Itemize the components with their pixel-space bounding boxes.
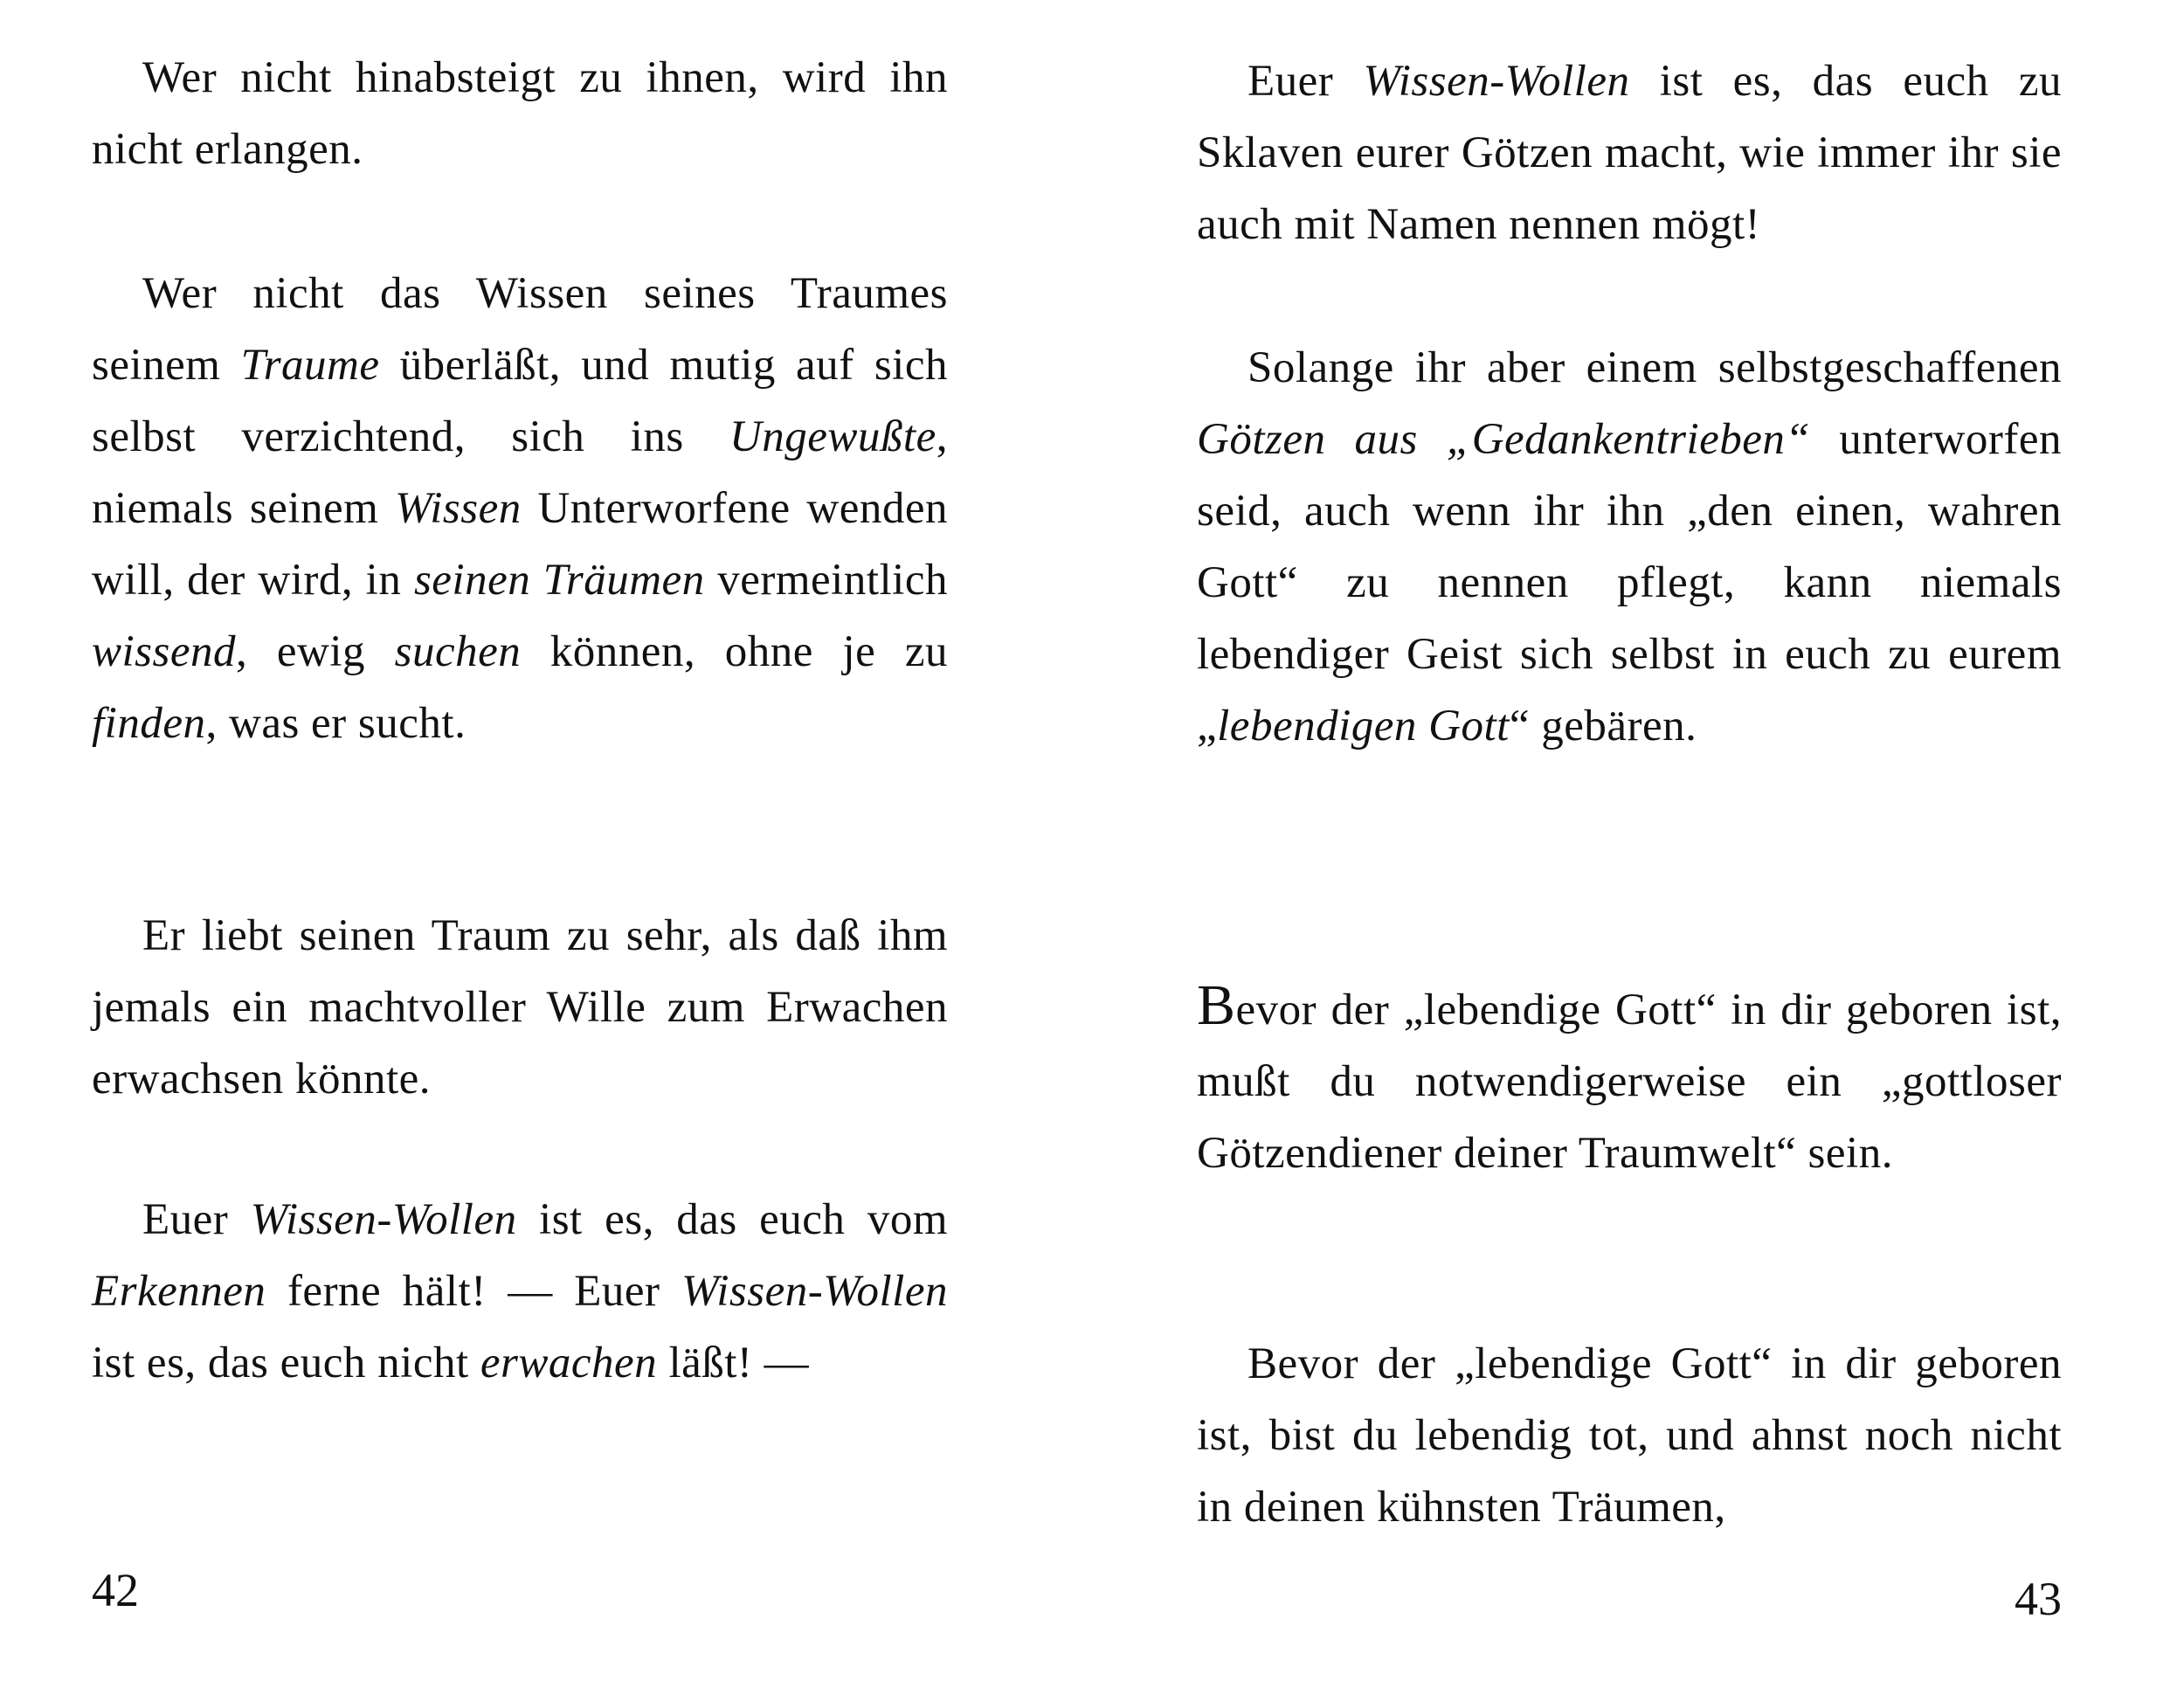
left-page bbox=[92, 0, 948, 1695]
italic-run: erwachen bbox=[480, 1339, 658, 1387]
italic-run: Erkennen bbox=[92, 1267, 266, 1316]
italic-run: Traume bbox=[240, 341, 380, 390]
text-run: “ gebären. bbox=[1509, 702, 1697, 751]
paragraph bbox=[92, 258, 948, 759]
text-run: können, ohne je zu bbox=[521, 627, 949, 676]
italic-run: Ungewußte bbox=[729, 412, 936, 461]
italic-run: Wissen-Wollen bbox=[1363, 57, 1630, 106]
paragraph bbox=[92, 900, 948, 1115]
paragraph bbox=[1197, 1328, 2062, 1543]
paragraph bbox=[1197, 45, 2062, 260]
page-number: 43 bbox=[2015, 1573, 2062, 1625]
text-run: ferne hält! — Euer bbox=[266, 1267, 682, 1316]
text-run: ist es, das euch nicht bbox=[92, 1339, 480, 1387]
text-run: ist es, das euch vom bbox=[516, 1195, 948, 1244]
text-run: Er liebt seinen Traum zu sehr, als daß ihm jemals ein machtvoller Wille zum Erwachen erwachsen könnte. bbox=[92, 911, 948, 1103]
text-run: Wer nicht hinabsteigt zu ihnen, wird ihn nicht erlangen. bbox=[92, 53, 948, 174]
italic-run: Wissen-Wollen bbox=[250, 1195, 517, 1244]
paragraph bbox=[92, 1184, 948, 1399]
text-run: läßt! — bbox=[657, 1339, 810, 1387]
paragraph bbox=[92, 42, 948, 185]
page-number: 42 bbox=[92, 1564, 139, 1616]
italic-run: Wissen-Wollen bbox=[681, 1267, 948, 1316]
initial-letter: B bbox=[1197, 973, 1236, 1037]
italic-run: finden bbox=[92, 699, 206, 748]
text-run: Euer bbox=[142, 1195, 251, 1244]
text-run: Solange ihr aber einem selbstgeschaffenen bbox=[1248, 343, 2062, 392]
italic-run: wissend bbox=[92, 627, 237, 676]
text-run: vermeintlich bbox=[704, 556, 948, 605]
italic-run: Wissen bbox=[395, 484, 522, 533]
text-run: Euer bbox=[1248, 57, 1364, 106]
paragraph bbox=[1197, 974, 2062, 1189]
text-run: überläßt, und mutig auf sich selbst verzichtend, sich ins bbox=[92, 341, 948, 461]
text-run: Unterworfene wenden will, der wird, in bbox=[92, 484, 948, 605]
text-run: , ewig bbox=[236, 627, 395, 676]
paragraph bbox=[1197, 332, 2062, 762]
text-run: Bevor der „lebendige Gott“ in dir geboren ist, bist du lebendig tot, und ahnst noch nicht in deinen kühnsten Träumen, bbox=[1197, 1339, 2062, 1532]
text-run: , was er sucht. bbox=[205, 699, 467, 748]
text-run: unterworfen seid, auch wenn ihr ihn „den einen, wahren Gott“ zu nennen pflegt, kann niemals lebendiger Geist sich selbst in euch zu eurem „ bbox=[1197, 415, 2062, 751]
text-run: evor der „lebendige Gott“ in dir geboren ist, mußt du notwendigerweise ein „gottloser Götzendiener deiner Traumwelt“ sein. bbox=[1197, 986, 2062, 1178]
text-run: , niemals seinem bbox=[92, 412, 948, 533]
right-page bbox=[1197, 0, 2062, 1695]
italic-run: seinen Träumen bbox=[413, 556, 705, 605]
text-run: ist es, das euch zu Sklaven eurer Götzen macht, wie immer ihr sie auch mit Namen nennen mögt! bbox=[1197, 57, 2063, 249]
italic-run: Götzen aus „Gedankentrieben“ bbox=[1197, 415, 1811, 464]
italic-run: lebendigen Gott bbox=[1217, 702, 1510, 751]
text-run: Wer nicht das Wissen seines Traumes seinem bbox=[92, 269, 948, 390]
italic-run: suchen bbox=[394, 627, 522, 676]
